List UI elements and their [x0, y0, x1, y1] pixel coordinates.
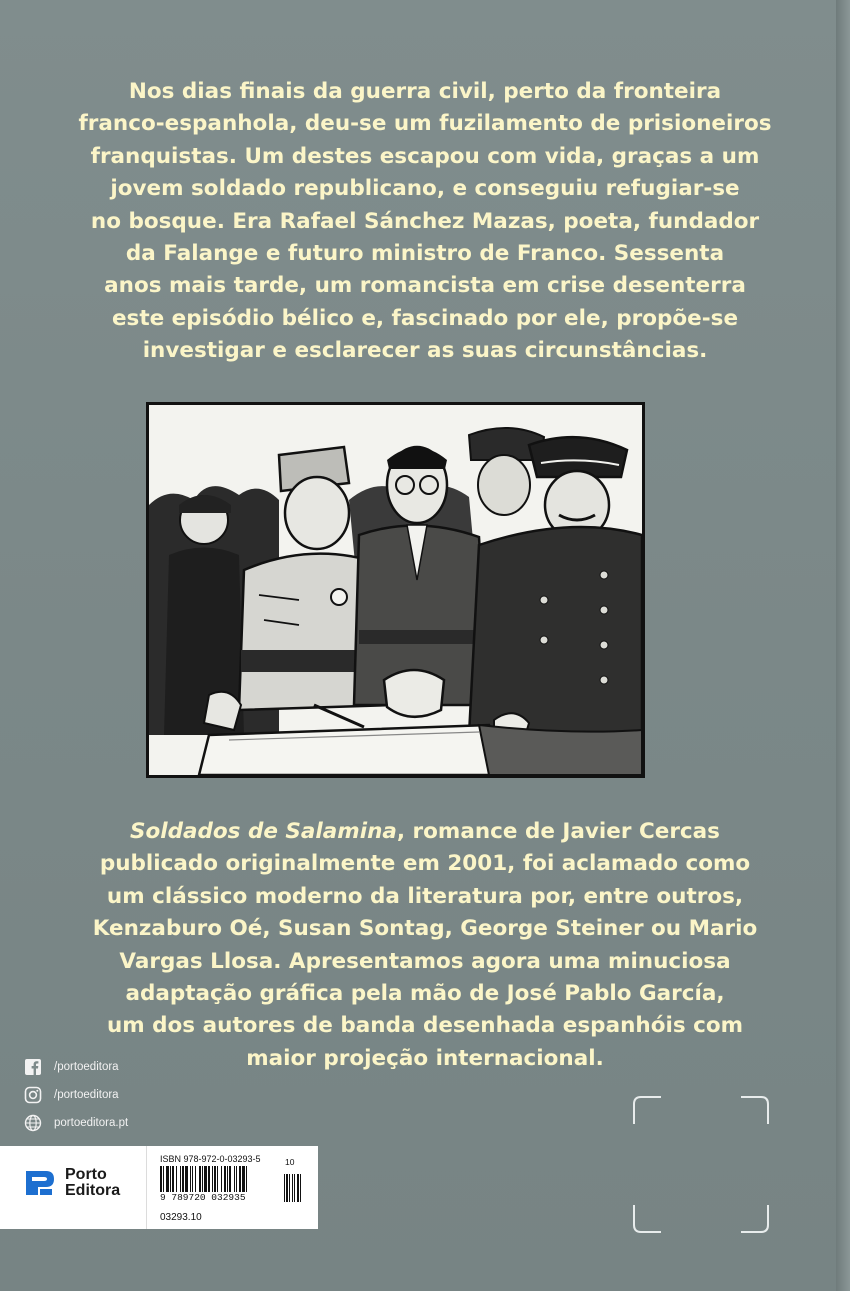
porto-editora-logo-icon — [24, 1168, 60, 1198]
barcode-addon: 10 — [285, 1157, 295, 1167]
about-line: maior projeção internacional. — [246, 1045, 604, 1071]
synopsis-line: este episódio bélico e, fascinado por ele, propõe-se — [111, 305, 739, 331]
synopsis-text — [60, 76, 790, 368]
publisher-name — [65, 1167, 120, 1199]
instagram-handle: /portoeditora — [54, 1089, 119, 1101]
about-line: um dos autores de banda desenhada espanhóis com — [106, 1013, 744, 1039]
about-text — [60, 816, 790, 1075]
book-title: Soldados de Salamina — [130, 819, 397, 844]
synopsis-line: jovem soldado republicano, e conseguiu refugiar-se — [110, 176, 740, 202]
website-link[interactable] — [24, 1114, 128, 1132]
about-line: Kenzaburo Oé, Susan Sontag, George Steiner ou Mario — [92, 916, 758, 942]
publisher-name-line1: Porto — [65, 1166, 107, 1183]
comic-panel-illustration — [146, 402, 645, 778]
synopsis-line: anos mais tarde, um romancista em crise desenterra — [104, 273, 746, 299]
globe-icon — [24, 1114, 42, 1132]
publisher-name-line2: Editora — [65, 1182, 121, 1199]
about-line: publicado originalmente em 2001, foi aclamado como — [99, 851, 751, 877]
publisher-logo — [24, 1167, 120, 1199]
synopsis-line: franco-espanhola, deu-se um fuzilamento de prisioneiros — [78, 111, 772, 137]
facebook-link[interactable] — [24, 1058, 119, 1076]
instagram-link[interactable] — [24, 1086, 119, 1104]
about-line: adaptação gráfica pela mão de José Pablo García, — [125, 981, 725, 1007]
synopsis-line: franquistas. Um destes escapou com vida, graças a um — [90, 143, 760, 169]
barcode-panel — [0, 1146, 318, 1229]
synopsis-line: Nos dias finais da guerra civil, perto da fronteira — [128, 79, 722, 104]
about-line-title — [60, 816, 790, 848]
facebook-icon — [24, 1058, 42, 1076]
corner-frame-marks — [633, 1096, 769, 1233]
website-url: portoeditora.pt — [54, 1117, 129, 1129]
about-line: um clássico moderno da literatura por, entre outros, — [106, 883, 744, 909]
synopsis-line: da Falange e futuro ministro de Franco. Sessenta — [125, 241, 725, 267]
barcode-digits: 9 789720 032935 — [160, 1192, 246, 1203]
price-code: 03293.10 — [160, 1212, 202, 1223]
facebook-handle: /portoeditora — [54, 1061, 119, 1073]
synopsis-line: no bosque. Era Rafael Sánchez Mazas, poeta, fundador — [90, 208, 760, 234]
instagram-icon — [24, 1086, 42, 1104]
isbn-label: ISBN 978-972-0-03293-5 — [160, 1154, 261, 1164]
spine-edge — [836, 0, 850, 1291]
synopsis-line: investigar e esclarecer as suas circunstâncias. — [142, 338, 708, 364]
barcode-block — [146, 1146, 306, 1229]
about-line: Vargas Llosa. Apresentamos agora uma minuciosa — [119, 948, 731, 974]
about-line-rest: , romance de Javier Cercas — [396, 819, 720, 844]
